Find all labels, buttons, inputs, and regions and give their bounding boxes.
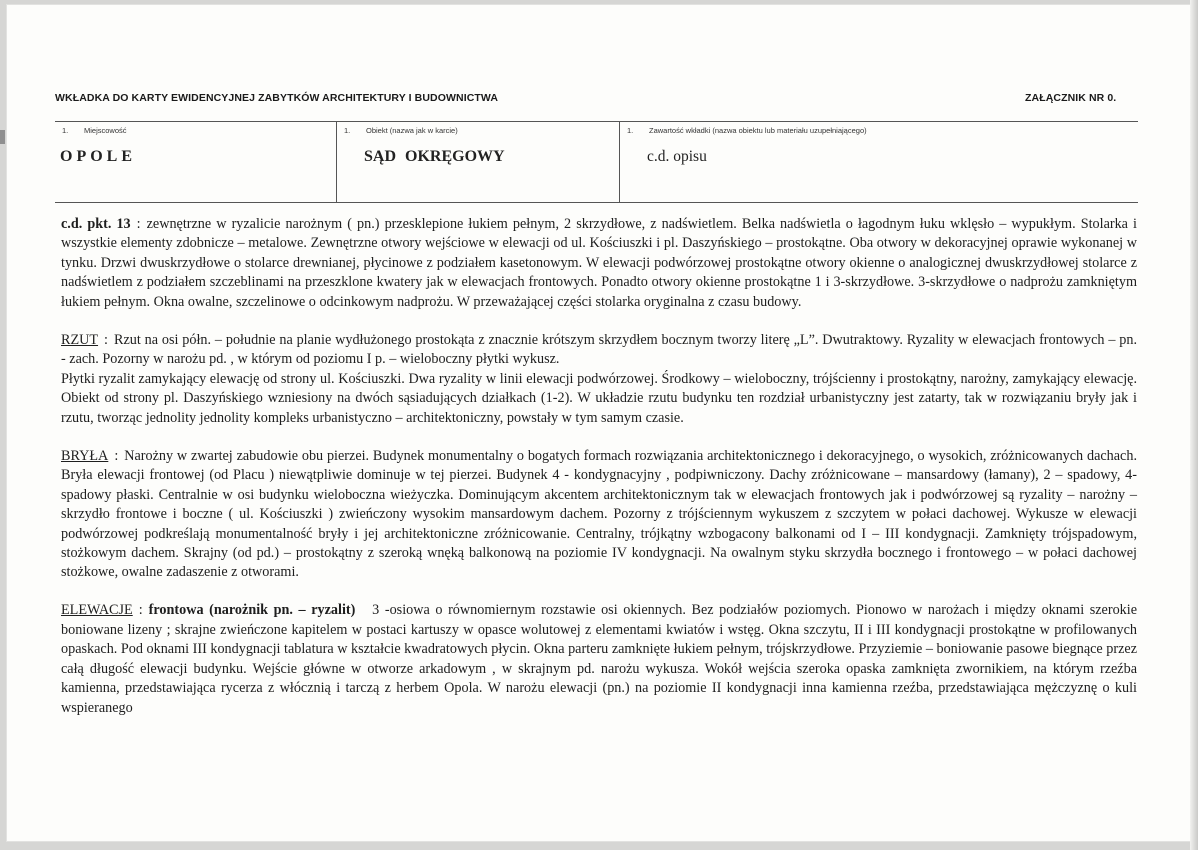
page-edge-shadow xyxy=(1190,0,1198,850)
description-body xyxy=(61,215,1137,737)
binder-tab-mark xyxy=(0,130,5,144)
field-insert-content xyxy=(619,122,1139,202)
field-locality-label xyxy=(62,126,127,135)
record-fields-table xyxy=(55,121,1138,203)
section-cd-pkt xyxy=(61,215,1137,312)
field-number: 1. xyxy=(62,126,69,135)
section-bryla xyxy=(61,447,1137,583)
section-text: Narożny w zwartej zabudowie obu pierzei. Budynek monumentalny o bogatych formach rozwiązania architektonicznego i dekoracyjnego, o wysokich, zróżnicowanych dachach. Bryła elewacji frontowej (od Placu ) niewątpliwie dominuje w tej pierzei. Budynek 4 - kondygnacyjny , podpiwniczony. Dachy zróżnicowane – mansardowy (łamany), 2 – spadowy, 4-spadowy płaski. Centralnie w osi budynku wieloboczna wieżyczka. Dominującym akcentem architektonicznym tak w elewacjach frontowych jak i podwórzowej są ryzality – narożny – skrzydło frontowe i boczne ( ul. Kościuszki ) zwieńczony wysokim mansardowym dachem. Pozorny z trójściennym wykuszem z szczytem w połaci dachowej. Wykusze w elewacji podwórzowej podkreślają monumentalność bryły i jej architektoniczne zróżnicowanie. Centralny, trójkątny wzbogacony balkonami od I – III kondygnacji. Zamknięty trójspadowym, stożkowym dachem. Skrajny (od pd.) – prostokątny z szeroką wnęką balkonową na poziomie IV kondygnacji. Na owalnym styku skrzydła bocznego i frontowego – w połaci dachowej stożkowe, owalne zadaszenie z otworami. xyxy=(61,447,1137,581)
section-text: Rzut na osi półn. – południe na planie wydłużonego prostokąta z znacznie krótszym skrzydłem bocznym tworzy literę „L”. Dwutraktowy. Ryzality w elewacjach frontowych – pn. - zach. Pozorny w narożu pd. , w którym od poziomu I p. – wieloboczny płytki wykusz. xyxy=(61,331,1137,368)
section-rzut xyxy=(61,331,1137,428)
section-separator: : xyxy=(114,447,119,464)
section-separator: : xyxy=(104,331,108,348)
field-locality-value: OPOLE xyxy=(60,148,137,165)
section-text-continued: Płytki ryzalit zamykający elewację od strony ul. Kościuszki. Dwa ryzality w linii elewacji podwórzowej. Środkowy – wieloboczny, trójścienny i prostokątny, narożny, zamykający elewację. Obiekt od strony pl. Daszyńskiego wzniesiony na dwóch sąsiadujących działkach (1-2). W układzie rzutu budynku ten rozdział urbanistyczny jest zatarty, tak w rozwiązaniu bryły jak i rzutu, tworząc jednolity jednolity kompleks urbanistyczno – architektoniczny, powstały w tym samym czasie. xyxy=(61,370,1137,426)
section-text: 3 -osiowa o równomiernym rozstawie osi okiennych. Bez podziałów poziomych. Pionowo w narożach i między oknami szerokie boniowane lizeny ; skrajne zwieńczone kapitelem w postaci kartuszy w opasce wolutowej z elementami kwiatów i wstęg. Okna szczytu, II i III kondygnacji prostokątne w profilowanych opaskach. Pod oknami III kondygnacji tablatura w kształcie kwadratowych płycin. Okna parteru zamknięte łukiem pełnym, trójskrzydłowe. Przyziemie – boniowanie pasowe biegnące przez całą długość elewacji budynku. Wejście główne w otworze arkadowym , w skrajnym pd. narożu wykusza. Wokół wejścia szeroka opaska zamknięta zwornikiem, na którym rzeźba kamienna, przedstawiająca rycerza z włócznią i tarczą z herbem Opola. W narożu elewacji (pn.) na poziomie II kondygnacji inna kamienna rzeźba, przedstawiająca mężczyznę o kuli wspieranego xyxy=(61,602,1138,716)
field-locality xyxy=(55,122,336,202)
field-label-text: Zawartość wkładki (nazwa obiektu lub materiału uzupełniającego) xyxy=(649,126,867,135)
section-label: RZUT xyxy=(61,331,99,348)
field-number: 1. xyxy=(627,126,634,135)
field-label-text: Miejscowość xyxy=(84,126,127,135)
field-object-value: SĄD OKRĘGOWY xyxy=(364,148,505,165)
field-object xyxy=(336,122,620,202)
attachment-number: ZAŁĄCZNIK NR 0. xyxy=(1025,92,1117,104)
field-insert-content-value: c.d. opisu xyxy=(647,148,707,165)
document-title: WKŁADKA DO KARTY EWIDENCYJNEJ ZABYTKÓW ARCHITEKTURY I BUDOWNICTWA xyxy=(55,92,499,104)
section-separator: : xyxy=(136,216,141,232)
field-insert-content-label xyxy=(627,126,867,135)
field-object-label xyxy=(344,126,458,135)
section-separator: : xyxy=(138,602,143,619)
section-elewacje xyxy=(61,601,1137,718)
field-number: 1. xyxy=(344,126,351,135)
section-label: c.d. pkt. 13 xyxy=(61,216,131,232)
section-label: BRYŁA xyxy=(61,447,109,464)
section-subheading: frontowa (narożnik pn. – ryzalit) xyxy=(148,602,356,619)
section-label: ELEWACJE xyxy=(61,602,133,619)
section-text: zewnętrzne w ryzalicie narożnym ( pn.) przesklepione łukiem pełnym, 2 skrzydłowe, z nadświetlem. Belka nadświetla o łagodnym łuku wklęsło – wypukłym. Stolarka i wszystkie elementy zdobnicze – metalowe. Zewnętrzne otwory wejściowe w elewacji od ul. Kościuszki i pl. Daszyńskiego – prostokątne. Oba otwory w dekoracyjnej oprawie wykonanej w tynku. Drzwi dwuskrzydłowe o stolarce drewnianej, płycinowe z podziałem kasetonowym. W elewacji podwórzowej prostokątne otwory okienne o analogicznej dwuskrzydłowej stolarce z nadświetlem z podziałem szczeblinami na przeszklone kwatery jak w elewacjach frontowych. Ponadto otwory okienne prostokątne 1 i 3-skrzydłowe. 3-skrzydłowe o nadprożu zamkniętym łukiem pełnym. Okna owalne, szczelinowe o odcinkowym nadprożu. W przeważającej części stolarka oryginalna z czasu budowy. xyxy=(61,216,1137,310)
field-label-text: Obiekt (nazwa jak w karcie) xyxy=(366,126,458,135)
